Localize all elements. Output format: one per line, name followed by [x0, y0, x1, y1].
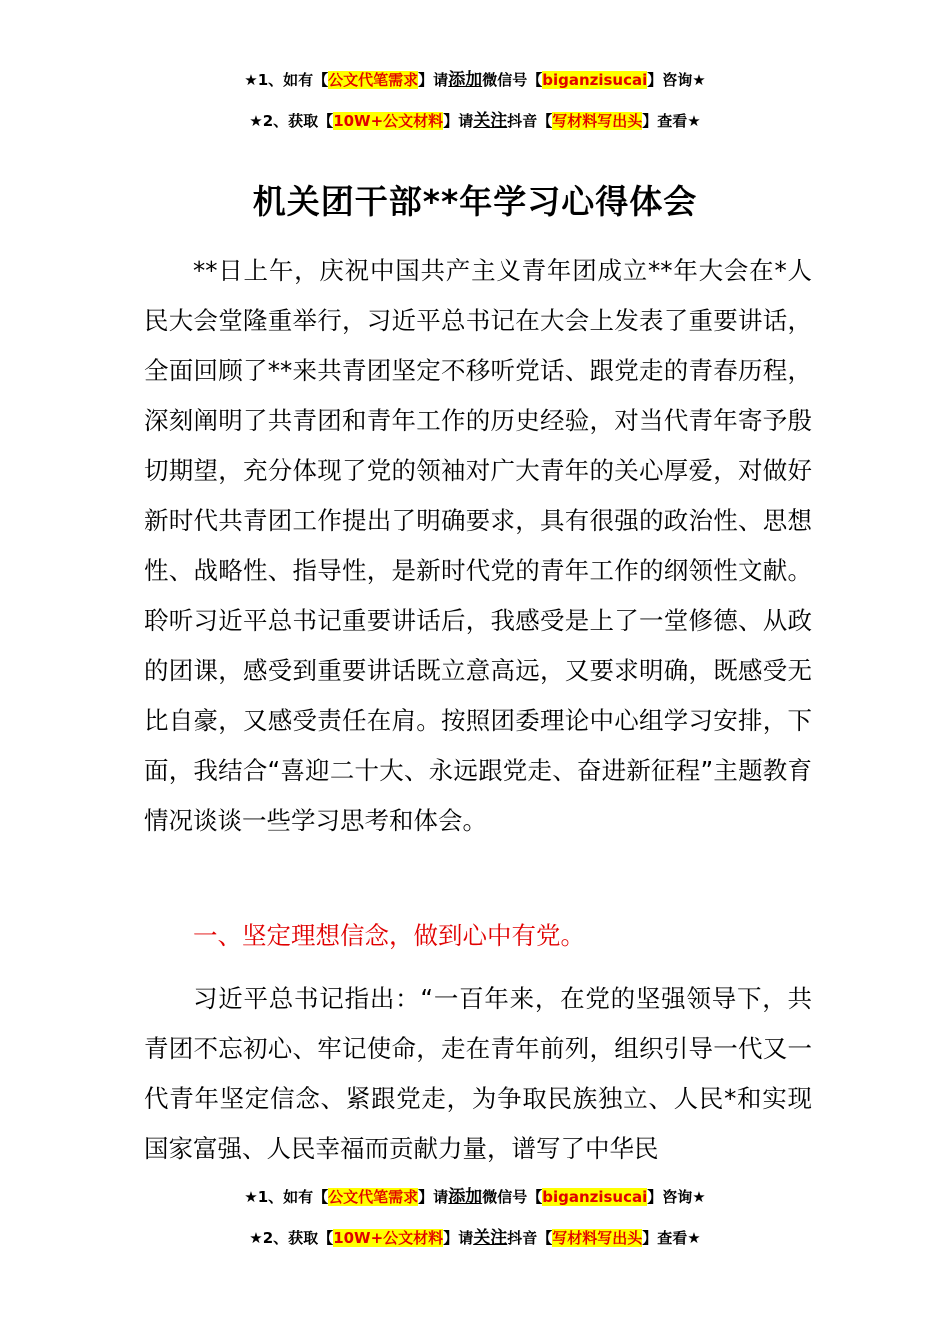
- banner-text: 微信号【: [482, 1188, 543, 1206]
- banner-emphasis: 关注: [473, 1228, 508, 1248]
- banner-text: 微信号【: [482, 71, 543, 89]
- banner-emphasis: 添加: [448, 1187, 483, 1207]
- banner-highlight: 公文代笔需求: [328, 71, 419, 89]
- banner-highlight: 写材料写出头: [552, 112, 643, 130]
- banner-emphasis: 关注: [473, 111, 508, 131]
- top-banner-line-1: [0, 69, 950, 91]
- banner-text: 抖音【: [507, 1229, 553, 1247]
- banner-text: 】咨询★: [647, 71, 706, 89]
- banner-highlight: 写材料写出头: [552, 1229, 643, 1247]
- document-title: 机关团干部**年学习心得体会: [252, 182, 698, 221]
- body-paragraph-1: **日上午，庆祝中国共产主义青年团成立**年大会在*人民大会堂隆重举行，习近平总书记在大会上发表了重要讲话，全面回顾了**来共青团坚定不移听党话、跟党走的青春历程，深刻阐明了共青团和青年工作的历史经验，对当代青年寄予殷切期望，充分体现了党的领袖对广大青年的关心厚爱，对做好新时代共青团工作提出了明确要求，具有很强的政治性、思想性、战略性、指导性，是新时代党的青年工作的纲领性文献。聆听习近平总书记重要讲话后，我感受是上了一堂修德、从政的团课，感受到重要讲话既立意高远，又要求明确，既感受无比自豪，又感受责任在肩。按照团委理论中心组学习安排，下面，我结合“喜迎二十大、永远跟党走、奋进新征程”主题教育情况谈谈一些学习思考和体会。: [144, 256, 812, 835]
- banner-text: 】请: [443, 1229, 474, 1247]
- top-banner-line-2: [0, 110, 950, 132]
- banner-text: ★1、如有【: [244, 1188, 329, 1206]
- banner-text: 】查看★: [642, 1229, 701, 1247]
- banner-highlight: biganzisucai: [542, 1188, 648, 1206]
- banner-highlight: 公文代笔需求: [328, 1188, 419, 1206]
- banner-highlight: biganzisucai: [542, 71, 648, 89]
- body-paragraph-2: 习近平总书记指出：“一百年来，在党的坚强领导下，共青团不忘初心、牢记使命，走在青年前列，组织引导一代又一代青年坚定信念、紧跟党走，为争取民族独立、人民*和实现国家富强、人民幸福而贡献力量，谱写了中华民: [144, 984, 812, 1163]
- banner-text: ★2、获取【: [249, 1229, 334, 1247]
- banner-text: 】请: [418, 71, 449, 89]
- banner-highlight: 10W+公文材料: [333, 1229, 444, 1247]
- banner-highlight: 10W+公文材料: [333, 112, 444, 130]
- banner-emphasis: 添加: [448, 70, 483, 90]
- banner-text: ★2、获取【: [249, 112, 334, 130]
- bottom-banner-line-1: [0, 1186, 950, 1208]
- banner-text: ★1、如有【: [244, 71, 329, 89]
- banner-text: 】咨询★: [647, 1188, 706, 1206]
- bottom-banner-line-2: [0, 1227, 950, 1249]
- section-heading-1: 一、坚定理想信念，做到心中有党。: [193, 921, 585, 950]
- banner-text: 】查看★: [642, 112, 701, 130]
- banner-text: 】请: [443, 112, 474, 130]
- banner-text: 抖音【: [507, 112, 553, 130]
- banner-text: 】请: [418, 1188, 449, 1206]
